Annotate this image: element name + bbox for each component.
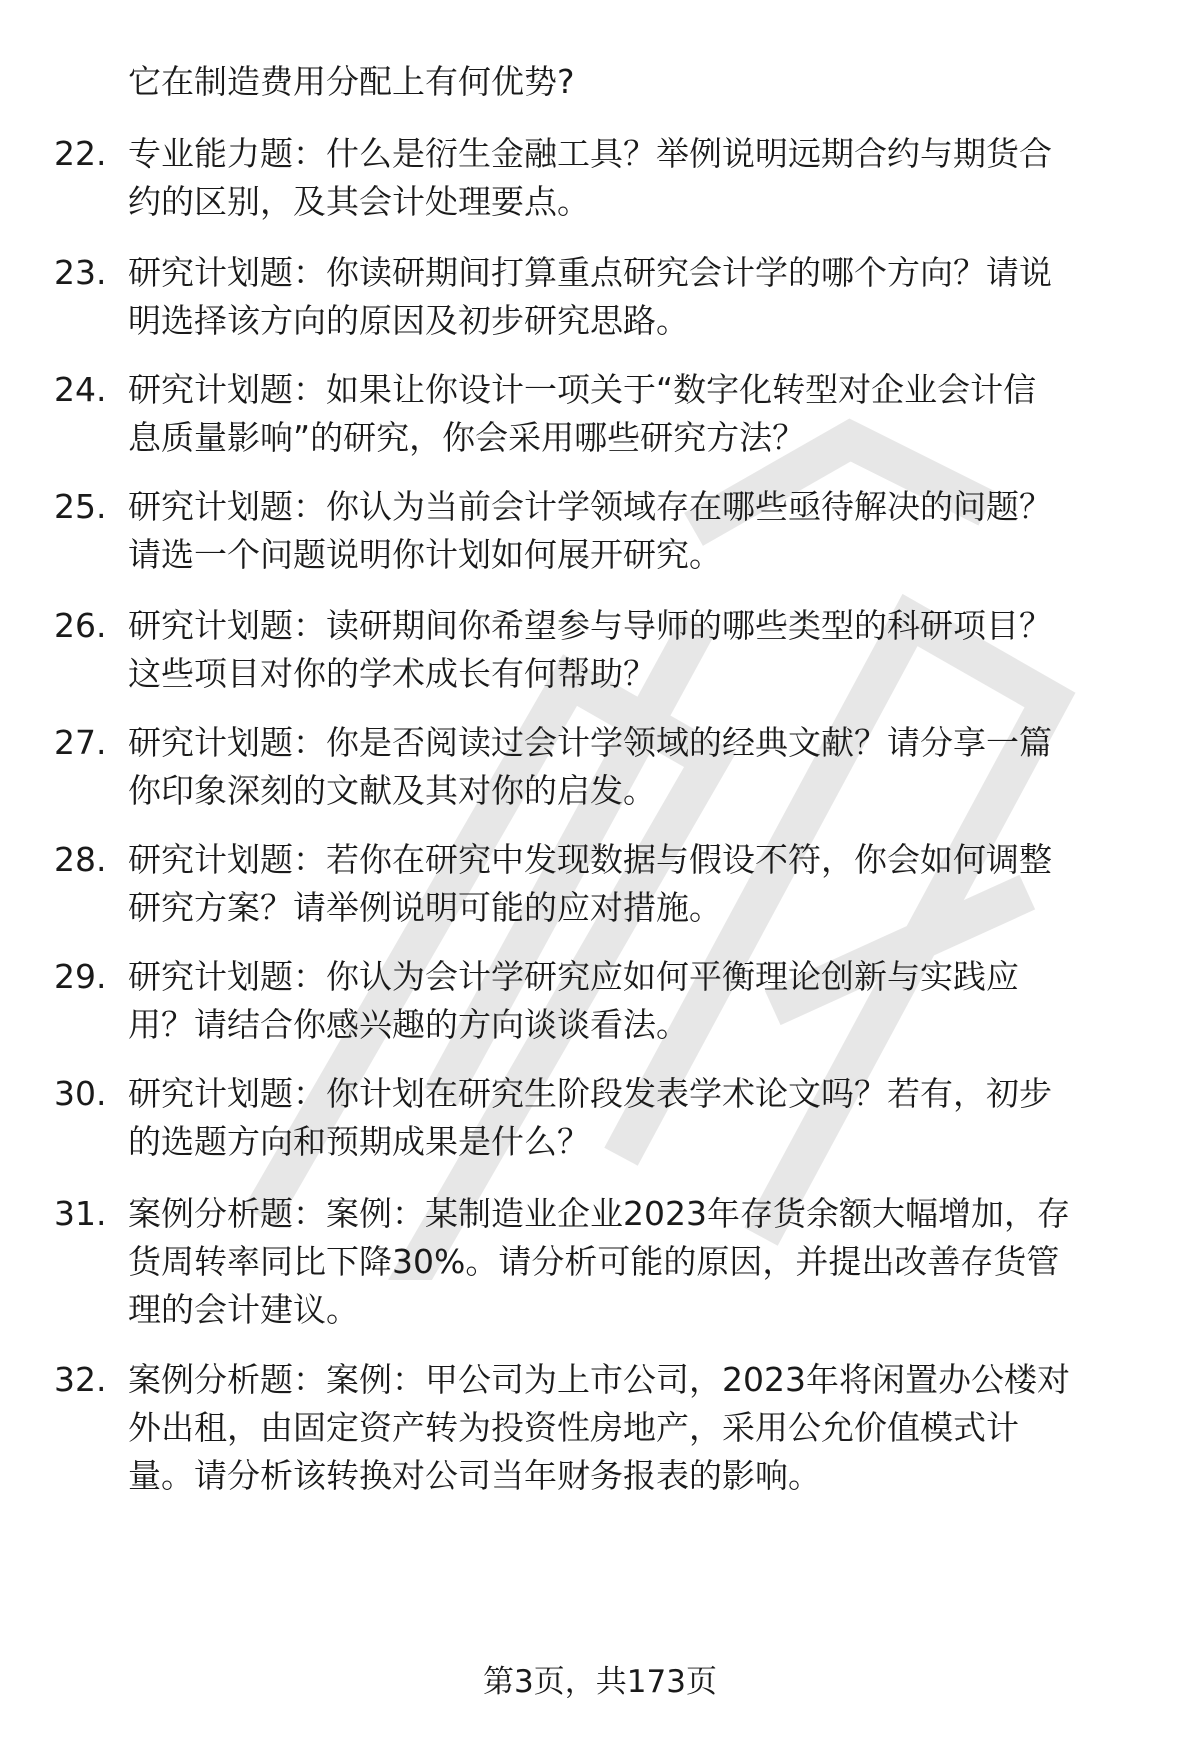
question-line: 研究计划题：如果让你设计一项关于“数字化转型对企业会计信 [128, 370, 1037, 409]
question-line: 研究计划题：你是否阅读过会计学领域的经典文献？请分享一篇 [128, 723, 1052, 762]
question-item [54, 483, 1154, 579]
question-line: 研究计划题：读研期间你希望参与导师的哪些类型的科研项目？ [128, 606, 1052, 645]
question-line: 研究计划题：你计划在研究生阶段发表学术论文吗？若有，初步 [128, 1074, 1052, 1113]
question-item [54, 1356, 1154, 1500]
question-number: 23. [54, 253, 107, 292]
question-number: 28. [54, 840, 107, 879]
question-text [128, 130, 1154, 226]
question-number: 25. [54, 487, 107, 526]
question-item [54, 130, 1154, 226]
question-item [54, 836, 1154, 932]
question-number: 24. [54, 370, 107, 409]
question-item [54, 602, 1154, 698]
question-line: 案例分析题：案例：某制造业企业2023年存货余额大幅增加，存 [128, 1194, 1070, 1233]
question-line: 约的区别，及其会计处理要点。 [128, 182, 590, 221]
question-line: 研究计划题：你认为当前会计学领域存在哪些亟待解决的问题？ [128, 487, 1052, 526]
question-item [54, 366, 1154, 462]
question-text [128, 719, 1154, 815]
question-line: 息质量影响”的研究，你会采用哪些研究方法？ [128, 418, 806, 457]
question-line: 的选题方向和预期成果是什么？ [128, 1122, 590, 1161]
question-text [128, 602, 1154, 698]
question-line: 这些项目对你的学术成长有何帮助？ [128, 654, 656, 693]
question-line: 研究计划题：你读研期间打算重点研究会计学的哪个方向？请说 [128, 253, 1052, 292]
question-item [54, 953, 1154, 1049]
question-item [54, 249, 1154, 345]
question-text [128, 836, 1154, 932]
question-text [128, 483, 1154, 579]
question-number: 30. [54, 1074, 107, 1113]
question-line: 明选择该方向的原因及初步研究思路。 [128, 301, 689, 340]
question-number: 27. [54, 723, 107, 762]
question-text [128, 249, 1154, 345]
question-number: 32. [54, 1360, 107, 1399]
question-item [54, 719, 1154, 815]
question-item [54, 1070, 1154, 1166]
question-line: 量。请分析该转换对公司当年财务报表的影响。 [128, 1456, 821, 1495]
question-line: 专业能力题：什么是衍生金融工具？举例说明远期合约与期货合 [128, 134, 1052, 173]
question-line: 理的会计建议。 [128, 1290, 359, 1329]
question-text [128, 366, 1154, 462]
question-text [128, 1070, 1154, 1166]
question-line: 请选一个问题说明你计划如何展开研究。 [128, 535, 722, 574]
question-text [128, 1356, 1154, 1500]
question-line: 货周转率同比下降30%。请分析可能的原因，并提出改善存货管 [128, 1242, 1060, 1281]
question-line: 你印象深刻的文献及其对你的启发。 [128, 771, 656, 810]
question-text [128, 953, 1154, 1049]
question-line: 用？请结合你感兴趣的方向谈谈看法。 [128, 1005, 689, 1044]
question-line: 研究计划题：若你在研究中发现数据与假设不符，你会如何调整 [128, 840, 1052, 879]
page-number-footer: 第3页，共173页 [483, 1664, 717, 1700]
question-line: 研究计划题：你认为会计学研究应如何平衡理论创新与实践应 [128, 957, 1019, 996]
question-line: 案例分析题：案例：甲公司为上市公司，2023年将闲置办公楼对 [128, 1360, 1070, 1399]
question-number: 22. [54, 134, 107, 173]
question-line: 外出租，由固定资产转为投资性房地产，采用公允价值模式计 [128, 1408, 1019, 1447]
question-number: 26. [54, 606, 107, 645]
question-number: 31. [54, 1194, 107, 1233]
question-line: 研究方案？请举例说明可能的应对措施。 [128, 888, 722, 927]
continuation-text: 它在制造费用分配上有何优势? [128, 62, 575, 101]
question-text [128, 1190, 1154, 1334]
question-item [54, 1190, 1154, 1334]
question-number: 29. [54, 957, 107, 996]
